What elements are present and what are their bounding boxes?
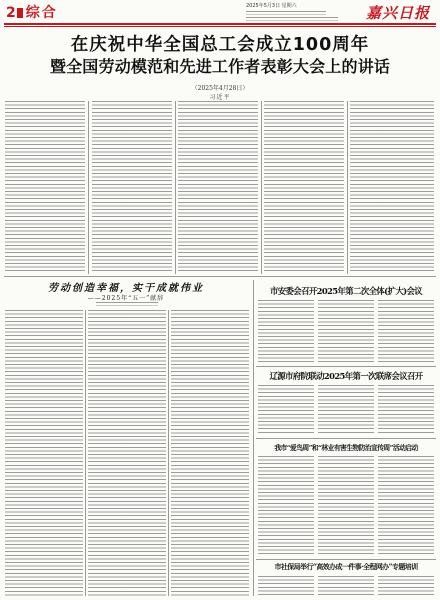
main-article-column-4 (264, 101, 344, 274)
section-rule (4, 276, 436, 277)
news-1-column-1 (258, 300, 314, 362)
feature-title: 劳动创造幸福，实干成就伟业 (48, 283, 204, 294)
feature-subtitle: ——2025年“五一”献辞 (87, 295, 165, 302)
news-1-column-3 (378, 300, 434, 362)
news-3-column-3 (378, 456, 434, 556)
news-4-column-1 (258, 576, 314, 596)
column-rule (85, 310, 86, 596)
feature-column-1 (5, 310, 83, 596)
feature-column-3 (171, 310, 249, 596)
headline-line-1: 在庆祝中华全国总工会成立100周年 (70, 35, 370, 55)
column-rule (347, 101, 348, 274)
speech-author: 习近平 (209, 94, 231, 101)
dateline-editors (246, 11, 326, 15)
column-rule (88, 101, 89, 274)
page-header (0, 0, 440, 30)
header-rule-thin (4, 26, 436, 27)
column-rule (261, 101, 262, 274)
dateline-date: 2025年5月3日 星期六 (246, 3, 297, 9)
news-1-column-2 (318, 300, 374, 362)
section-vertical-rule (253, 280, 254, 596)
dateline (246, 3, 342, 21)
main-article-column-2 (92, 101, 172, 274)
news-rule (256, 438, 436, 439)
section-name: 综合 (25, 5, 58, 21)
main-article-column-1 (5, 101, 85, 274)
section-marker (17, 8, 23, 18)
news-rule (256, 559, 436, 560)
news-headline-4: 市社保局举行“高效办成一件事·全程网办”专题培训 (274, 562, 418, 571)
news-2-column-3 (378, 385, 434, 435)
news-headline-3: 我市“爱鸟周”和“林业有害生物防治宣传周”活动启动 (274, 444, 418, 452)
feature-byline (96, 302, 158, 306)
news-rule (256, 366, 436, 367)
news-3-column-2 (318, 456, 374, 556)
main-article-column-3 (178, 101, 258, 274)
main-headline (0, 34, 440, 77)
speech-date: （2025年4月28日） (191, 85, 249, 92)
news-3-column-1 (258, 456, 314, 556)
news-2-column-2 (318, 385, 374, 435)
newspaper-masthead: 嘉兴日报 (365, 4, 430, 22)
page-number-block (6, 2, 58, 20)
news-4-column-3 (378, 576, 434, 596)
dateline-editors-line2 (246, 17, 338, 21)
news-headline-1: 市安委会召开2025年第二次全体(扩大)会议 (269, 286, 423, 296)
headline-line-2: 暨全国劳动模范和先进工作者表彰大会上的讲话 (49, 57, 391, 76)
column-rule (175, 101, 176, 274)
main-article-column-5 (350, 101, 434, 274)
header-rule (4, 23, 436, 25)
news-4-column-2 (318, 576, 374, 596)
news-2-column-1 (258, 385, 314, 435)
page-number: 2 (6, 5, 16, 21)
column-rule (168, 310, 169, 596)
feature-column-2 (88, 310, 166, 596)
news-headline-2: 辽源市府院联动2025年第一次联席会议召开 (269, 371, 423, 381)
